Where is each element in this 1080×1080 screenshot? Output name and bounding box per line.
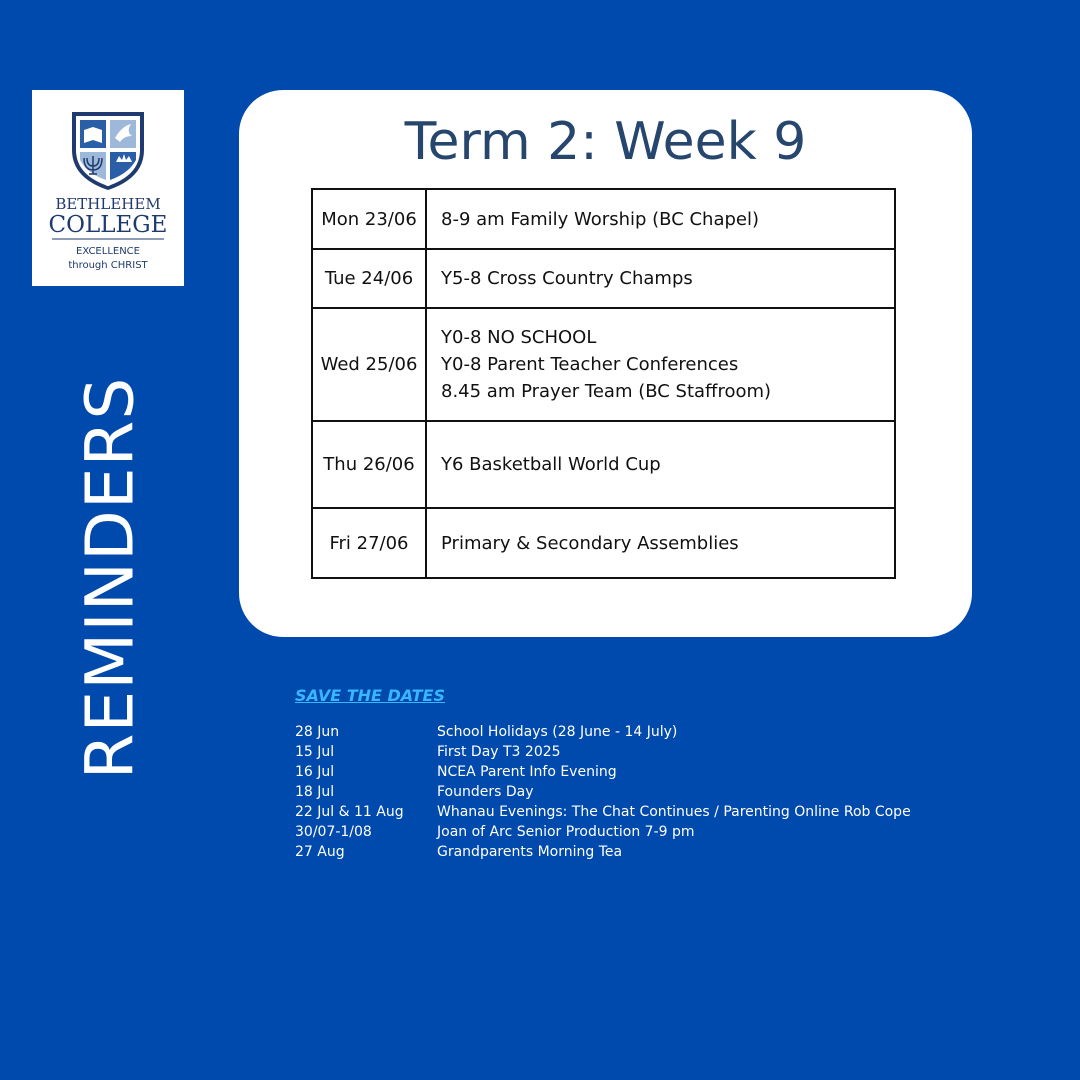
event-line: Y0-8 Parent Teacher Conferences [441,354,739,375]
day-cell: Fri 27/06 [312,508,426,578]
event-cell [426,421,895,508]
date-label: 16 Jul [295,764,335,780]
event-label: NCEA Parent Info Evening [437,764,617,780]
logo-name-line2: COLLEGE [48,212,168,238]
list-item [295,842,995,862]
event-label: Grandparents Morning Tea [437,844,623,860]
event-label: Founders Day [437,784,534,800]
list-item [295,722,995,742]
date-label: 27 Aug [295,844,345,860]
event-cell [426,249,895,308]
event-line: Y6 Basketball World Cup [441,454,661,475]
day-cell: Wed 25/06 [312,308,426,421]
table-row [312,249,895,308]
table-row [312,308,895,421]
event-label: Whanau Evenings: The Chat Continues / Parenting Online Rob Cope [437,804,911,820]
list-item [295,762,995,782]
event-label: First Day T3 2025 [437,744,561,760]
school-crest-icon [32,90,184,286]
school-logo [32,90,184,286]
event-cell [426,508,895,578]
day-cell: Thu 26/06 [312,421,426,508]
event-cell [426,308,895,421]
list-item [295,782,995,802]
date-label: 30/07-1/08 [295,824,372,840]
event-line: Y5-8 Cross Country Champs [441,268,693,289]
event-cell [426,189,895,249]
list-item [295,742,995,762]
date-label: 28 Jun [295,724,340,740]
event-label: School Holidays (28 June - 14 July) [437,724,678,740]
event-line: 8-9 am Family Worship (BC Chapel) [441,208,760,230]
logo-tagline-line2: through CHRIST [68,260,148,271]
list-item [295,822,995,842]
list-item [295,802,995,822]
reminders-heading: REMINDERS [71,376,149,780]
table-row [312,189,895,249]
logo-tagline-line1: EXCELLENCE [76,246,140,257]
event-line: Y0-8 NO SCHOOL [441,327,597,348]
event-line: Primary & Secondary Assemblies [441,532,739,554]
date-label: 22 Jul & 11 Aug [295,804,404,820]
event-line: 8.45 am Prayer Team (BC Staffroom) [441,381,772,402]
day-cell: Tue 24/06 [312,249,426,308]
day-cell: Mon 23/06 [312,189,426,249]
table-row [312,421,895,508]
date-label: 15 Jul [295,744,335,760]
logo-name-line1: BETHLEHEM [55,195,161,213]
week-title: Term 2: Week 9 [404,112,807,172]
event-label: Joan of Arc Senior Production 7-9 pm [437,824,695,840]
table-row [312,508,895,578]
schedule-table [311,188,896,579]
save-the-dates-heading: SAVE THE DATES [295,686,446,705]
save-the-dates-list [295,722,995,862]
date-label: 18 Jul [295,784,335,800]
